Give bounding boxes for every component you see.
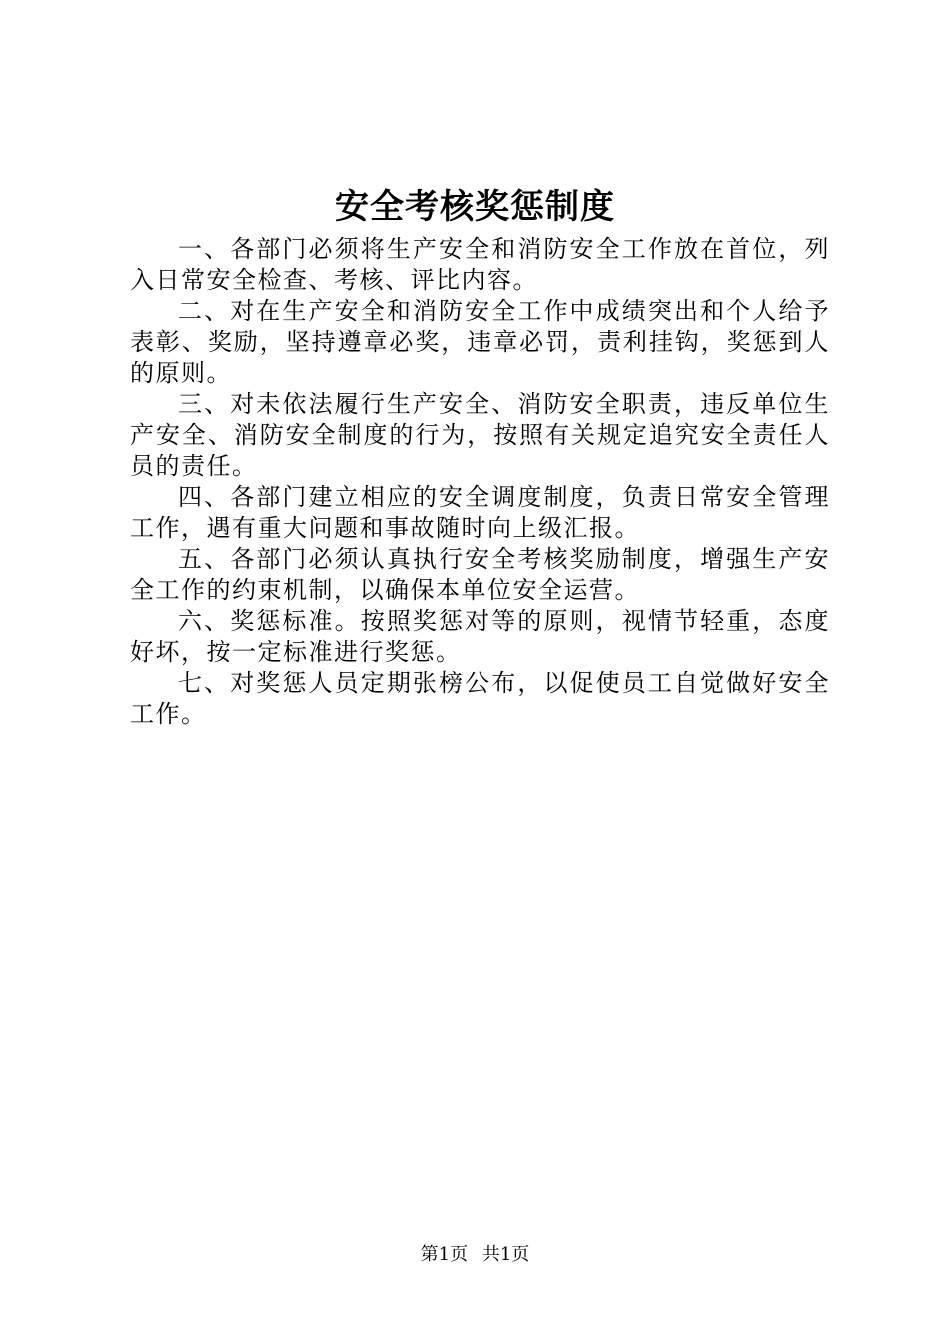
paragraph-5: 五、各部门必须认真执行安全考核奖励制度，增强生产安全工作的约束机制，以确保本单位安全运营。 xyxy=(130,545,830,604)
document-title: 安全考核奖惩制度 xyxy=(335,187,615,227)
paragraph-7: 七、对奖惩人员定期张榜公布，以促使员工自觉做好安全工作。 xyxy=(130,669,830,728)
page-number-total: 共1页 xyxy=(481,1244,530,1265)
paragraph-1: 一、各部门必须将生产安全和消防安全工作放在首位，列入日常安全检查、考核、评比内容。 xyxy=(130,235,830,294)
page-footer xyxy=(0,1243,950,1267)
paragraph-4: 四、各部门建立相应的安全调度制度，负责日常安全管理工作，遇有重大问题和事故随时向上级汇报。 xyxy=(130,483,830,542)
paragraph-2: 二、对在生产安全和消防安全工作中成绩突出和个人给予表彰、奖励，坚持遵章必奖，违章必罚，责利挂钩，奖惩到人的原则。 xyxy=(130,297,830,387)
paragraph-3: 三、对未依法履行生产安全、消防安全职责，违反单位生产安全、消防安全制度的行为，按照有关规定追究安全责任人员的责任。 xyxy=(130,390,830,480)
document-body xyxy=(130,234,830,730)
paragraph-6: 六、奖惩标准。按照奖惩对等的原则，视情节轻重，态度好坏，按一定标准进行奖惩。 xyxy=(130,607,830,666)
page-number-current: 第1页 xyxy=(420,1244,469,1265)
